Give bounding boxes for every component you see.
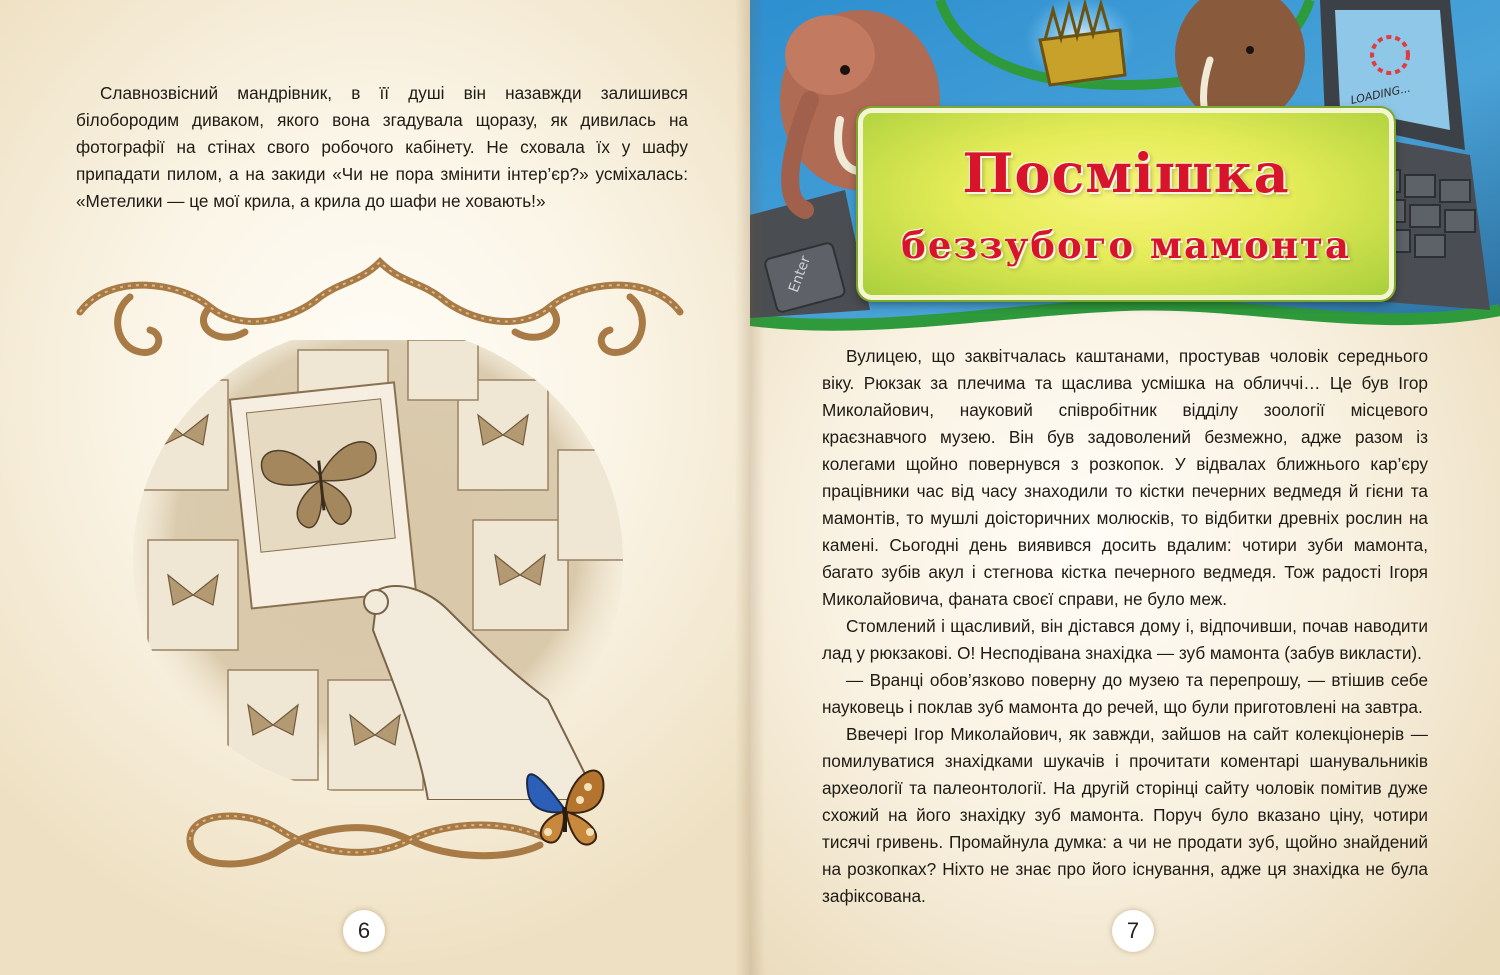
story-subtitle: беззубого мамонта <box>901 223 1351 267</box>
left-page-paragraph: Славнозвісний мандрівник, в її душі він назавжди залишився білобородим диваком, якого вона згадувала щоразу, як дивилась на фотографії на стінах свого робочого кабінету. Не сховала їх у шафу припадати пилом, а на закиди «Чи не пора змінити інтер’єр?» усміхалась: «Метелики — це мої крила, а крила до шафи не ховають!» <box>76 83 688 211</box>
page-number: 6 <box>343 910 385 952</box>
butterfly-icon <box>518 752 618 852</box>
butterfly-photos-illustration <box>128 340 628 800</box>
story-title-plate <box>858 108 1394 300</box>
svg-text:Enter: Enter <box>786 253 814 295</box>
story-paragraph: — Вранці обов’язково поверну до музею та перепрошу, — втішив себе науковець і поклав зуб мамонта до речей, що були приготовлені на завтра. <box>822 670 1428 717</box>
right-page <box>750 0 1500 975</box>
rope-ornament-bottom-icon <box>180 800 560 880</box>
book-gutter <box>735 0 765 975</box>
right-page-text <box>822 343 1428 910</box>
page-number: 7 <box>1112 910 1154 952</box>
story-paragraph: Ввечері Ігор Миколайович, як завжди, зайшов на сайт колекціонерів — помилуватися знахідками шукачів і прочитати коментарі шанувальників археології та палеонтології. На другій сторінці сайту чоловік помітив дуже схожий на його знахідку зуб мамонта. Поруч було вказано ціну, чотири тисячі гривень. Промайнула думка: а чи не продати зуб, щойно знайдений на розкопках? Ніхто не знає про його існування, адже ця знахідка не була зафіксована. <box>822 724 1428 906</box>
story-paragraph: Вулицею, що заквітчалась каштанами, простував чоловік середнього віку. Рюкзак за плечима та щаслива усмішка на обличчі… Це був Ігор Миколайович, науковий співробітник відділу зоології місцевого краєзнавчого музею. Він був задоволений безмежно, адже разом із колегами щойно повернувся з розкопок. У відвалах ближнього кар’єру працівники час від часу знаходили то кістки печерних ведмедя й гієни та мамонтів, то мушлі доісторичних молюсків, то відбитки древніх рослин на камені. Сьогодні день виявився досить вдалим: чотири зуби мамонта, багато зубів акул і стегнова кістка печерного ведмедя. Тож радості Ігоря Миколайовича, фаната своєї справи, не було меж. <box>822 346 1428 609</box>
story-paragraph: Стомлений і щасливий, він дістався дому і, відпочивши, почав наводити лад у рюкзакові. О! Несподівана знахідка — зуб мамонта (забув викласти). <box>822 616 1428 663</box>
svg-text:LOADING...: LOADING... <box>1349 81 1412 107</box>
story-title: Посмішка <box>962 141 1290 205</box>
